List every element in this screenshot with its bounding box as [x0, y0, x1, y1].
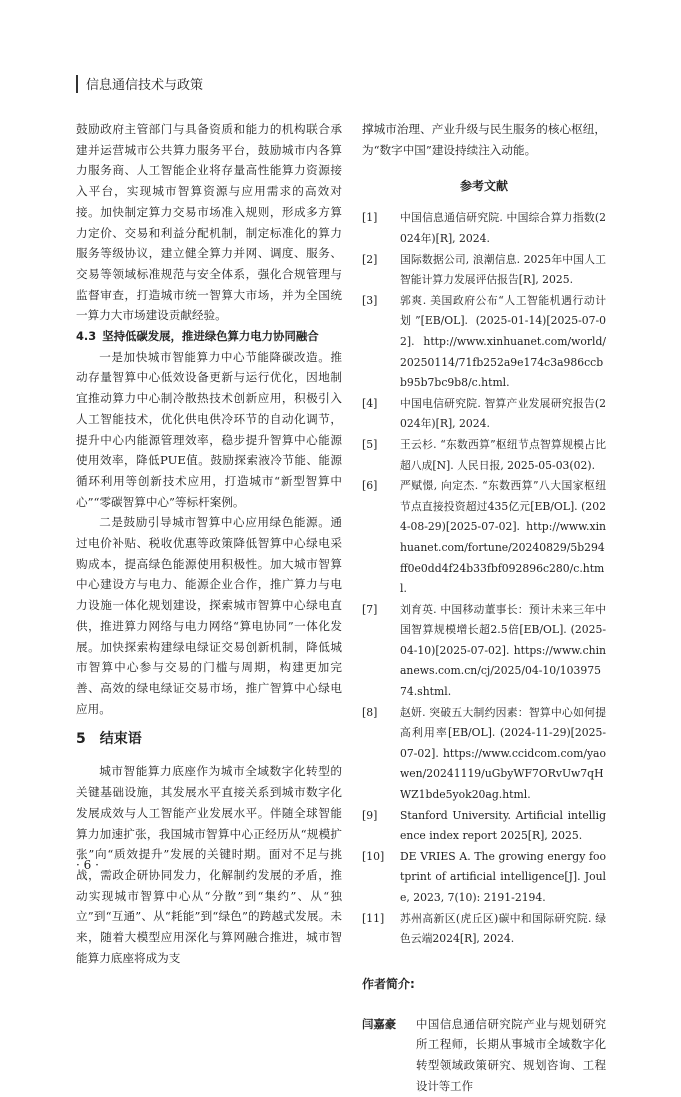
- paragraph-4-3-b: 二是鼓励引导城市智算中心应用绿色能源。通过电价补贴、税收优惠等政策降低智算中心绿电采购成本，提高绿色能源使用积极性。加大城市智算中心建设方与电力、能源企业合作，推广算力与电力设施一体化规划建设，探索城市智算中心绿电直供，推进算力网络与电力网络“算电协同”一体化发展。加快探索构建绿电绿证交易创新机制，降低城市智算中心参与交易的门槛与周期，构建更加完善、高效的绿电绿证交易市场，推广智算中心绿电应用。: [76, 515, 342, 716]
- reference-text: 中国电信研究院. 智算产业发展研究报告(2024年)[R], 2024.: [400, 396, 606, 431]
- reference-text: 王云杉. “东数西算”枢纽节点智算规模占比超八成[N]. 人民日报, 2025-05-03(02).: [400, 437, 606, 472]
- author-heading: 作者简介:: [362, 976, 415, 991]
- reference-item: [362, 250, 606, 291]
- reference-number: [6]: [362, 479, 378, 493]
- reference-text: 郭爽. 美国政府公布“人工智能机遇行动计划”[EB/OL]. (2025-01-14)[2025-07-02]. http://www.xinhuanet.com/world/20250114/71fb252a9e174c3a986ccbb95b7bc9b8/c.html.: [400, 293, 606, 390]
- reference-number: [4]: [362, 396, 378, 410]
- reference-number: [1]: [362, 211, 378, 225]
- section-title: 结束语: [99, 731, 142, 748]
- author-name: 闫嘉豪: [362, 1016, 397, 1031]
- reference-text: 赵妍. 突破五大制约因素：智算中心如何提高利用率[EB/OL]. (2024-11-29)[2025-07-02]. https://www.ccidcom.com/yaowen/20241119/uGbyWF7ORvUw7qHWZ1bde5yok20ag.html.: [400, 705, 606, 802]
- page-number: · 6 ·: [76, 858, 99, 872]
- paragraph-continued: 鼓励政府主管部门与具备资质和能力的机构联合承建并运营城市公共算力服务平台，鼓励城市内各算力服务商、人工智能企业将存量高性能算力资源接入平台，实现城市智算资源与应用需求的高效对接。加快制定算力交易市场准入规则，形成多方算力定价、交易和利益分配机制，制定标准化的算力服务等级协议，建立健全算力并网、调度、服务、交易等领域标准规范与安全体系，强化合规管理与监督审查，打造城市统一智算大市场，并为全国统一算力大市场建设贡献经验。: [76, 122, 342, 323]
- reference-number: [9]: [362, 808, 378, 822]
- reference-text: 国际数据公司, 浪潮信息. 2025年中国人工智能计算力发展评估报告[R], 2025.: [400, 252, 606, 287]
- left-column: [76, 119, 342, 968]
- journal-header: [76, 58, 203, 108]
- reference-text: 刘育英. 中国移动董事长：预计未来三年中国智算规模增长超2.5倍[EB/OL]. (2025-04-10)[2025-07-02]. https://www.chinanews.com.cn/cj/2025/04-10/10397574.shtml.: [400, 602, 606, 699]
- paragraph-conclusion-end: 撑城市治理、产业升级与民生服务的核心枢纽，为“数字中国”建设持续注入动能。: [362, 122, 606, 157]
- reference-number: [7]: [362, 602, 378, 616]
- reference-item: [362, 703, 606, 806]
- reference-item: [362, 806, 606, 847]
- author-bio: 中国信息通信研究院产业与规划研究所工程师，长期从事城市全域数字化转型领域政策研究、规划咨询、工程设计等工作: [416, 1016, 606, 1093]
- reference-item: [362, 291, 606, 394]
- reference-item: [362, 600, 606, 703]
- reference-item: [362, 847, 606, 909]
- reference-number: [11]: [362, 911, 385, 925]
- reference-text: 严赋憬, 向定杰. “东数西算”八大国家枢纽节点直接投资超过435亿元[EB/OL]. (2024-08-29)[2025-07-02]. http://www.xinhuanet.com/fortune/20240829/5b294ff0e0dd4f24b33fbf092896c280/c.html.: [400, 479, 606, 596]
- right-column: [362, 119, 606, 1097]
- paragraph-4-3-a: 一是加快城市智能算力中心节能降碳改造。推动存量智算中心低效设备更新与运行优化，因地制宜推动算力中心制冷散热技术创新应用，积极引入人工智能技术，优化供电供冷环节的自动化调节，提升中心内能源管理效率，稳步提升智算中心能源使用效率，降低PUE值。鼓励探索液冷节能、能源循环利用等创新技术应用，打造城市“新型智算中心”“零碳智算中心”等标杆案例。: [76, 349, 342, 509]
- reference-text: 中国信息通信研究院. 中国综合算力指数(2024年)[R], 2024.: [400, 211, 606, 245]
- author-entry: [362, 1014, 606, 1097]
- reference-number: [10]: [362, 849, 385, 863]
- reference-text: 苏州高新区(虎丘区)碳中和国际研究院. 绿色云端2024[R], 2024.: [400, 911, 606, 946]
- journal-title: 信息通信技术与政策: [86, 78, 204, 93]
- subsection-number: 4.3: [76, 329, 97, 344]
- reference-number: [5]: [362, 437, 378, 451]
- reference-number: [8]: [362, 705, 378, 719]
- reference-number: [2]: [362, 252, 378, 266]
- reference-text: Stanford University. Artificial intelligence index report 2025[R], 2025.: [400, 808, 606, 843]
- subsection-title: 坚持低碳发展，推进绿色算力电力协同融合: [102, 329, 319, 344]
- section-5-heading: [76, 729, 342, 749]
- reference-text: DE VRIES A. The growing energy footprint of artificial intelligence[J]. Joule, 2023, 7(10): 2191-2194.: [400, 849, 606, 904]
- reference-list: [362, 208, 606, 949]
- reference-item: [362, 476, 606, 600]
- reference-number: [3]: [362, 293, 378, 307]
- subsection-4-3-heading: [76, 326, 342, 347]
- reference-item: [362, 435, 606, 476]
- references-heading: 参考文献: [459, 179, 508, 194]
- header-bar: [76, 75, 78, 93]
- reference-item: [362, 394, 606, 435]
- paragraph-conclusion: 城市智能算力底座作为城市全域数字化转型的关键基础设施，其发展水平直接关系到城市数字化发展成效与人工智能产业发展水平。伴随全球智能算力加速扩张，我国城市智算中心正经历从“规模扩张”向“质效提升”发展的关键时期。面对不足与挑战，需政企研协同发力，化解制约发展的矛盾，推动实现城市智算中心从“分散”到“集约”、从“独立”到“互通”、从“耗能”到“绿色”的跨越式发展。未来，随着大模型应用深化与算网融合推进，城市智能算力底座将成为支: [76, 764, 342, 965]
- reference-item: [362, 208, 606, 249]
- reference-item: [362, 909, 606, 950]
- section-number: 5: [76, 731, 86, 748]
